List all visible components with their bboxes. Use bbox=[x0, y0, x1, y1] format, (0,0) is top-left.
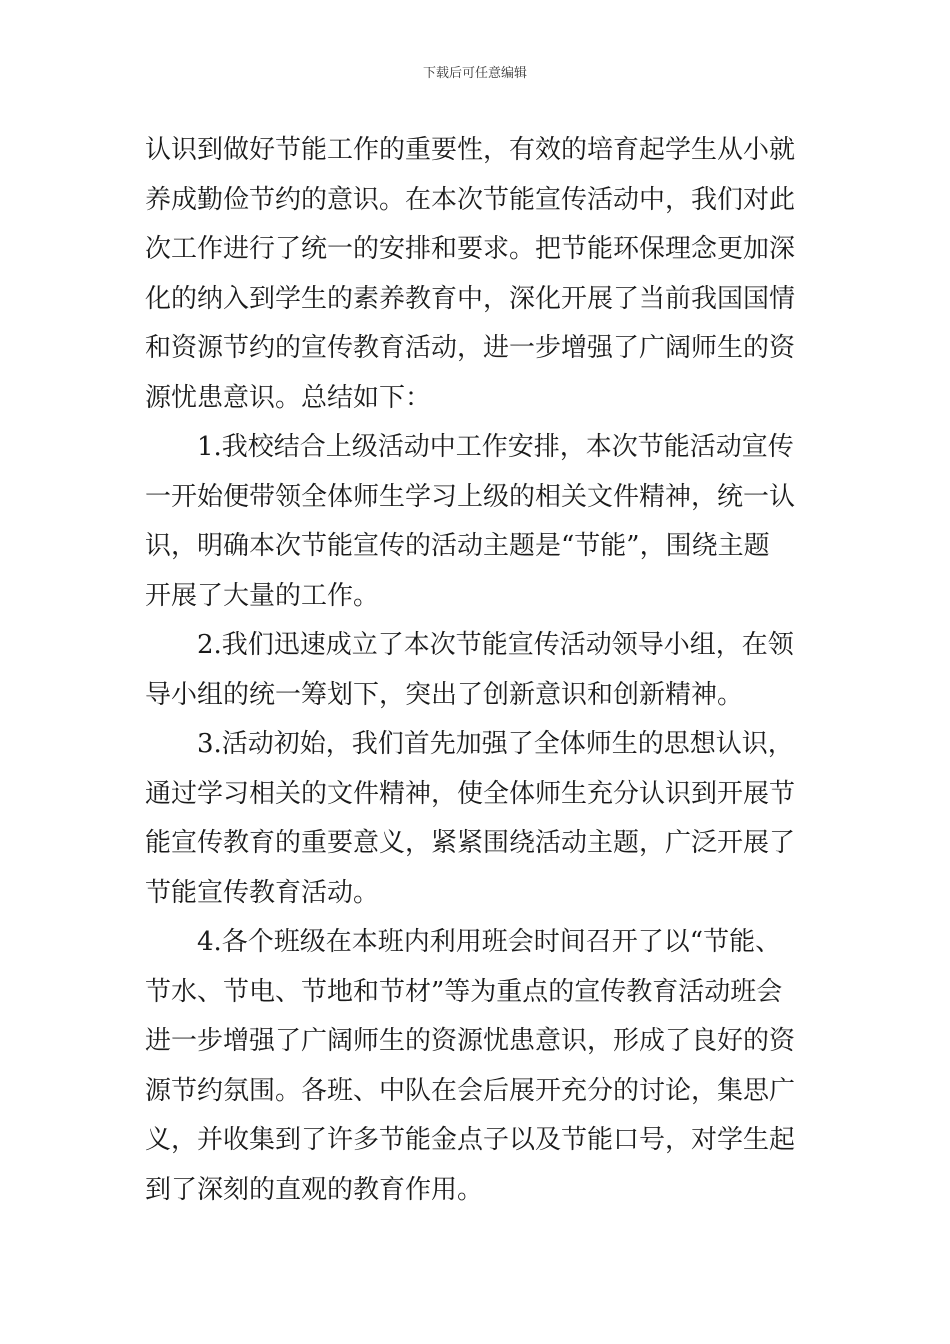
text-line: 4.各个班级在本班内利用班会时间召开了以“节能、 bbox=[197, 927, 782, 957]
text-line: 1.我校结合上级活动中工作安排，本次节能活动宣传 bbox=[197, 432, 794, 462]
text-line: 导小组的统一筹划下，突出了创新意识和创新精神。 bbox=[145, 679, 744, 710]
text-line: 源忧患意识。总结如下： bbox=[145, 382, 432, 413]
text-line: 义，并收集到了许多节能金点子以及节能口号，对学生起 bbox=[145, 1125, 796, 1155]
text-line: 能宣传教育的重要意义，紧紧围绕活动主题，广泛开展了 bbox=[145, 828, 796, 858]
text-line: 源节约氛围。各班、中队在会后展开充分的讨论，集思广 bbox=[145, 1075, 796, 1106]
text-line: 通过学习相关的文件精神，使全体师生充分认识到开展节 bbox=[145, 778, 796, 809]
text-line: 养成勤俭节约的意识。在本次节能宣传活动中，我们对此 bbox=[145, 184, 796, 215]
text-line: 节水、节电、节地和节材”等为重点的宣传教育活动班会 bbox=[145, 976, 783, 1007]
text-line: 次工作进行了统一的安排和要求。把节能环保理念更加深 bbox=[145, 234, 796, 264]
text-line: 到了深刻的直观的教育作用。 bbox=[145, 1174, 484, 1205]
text-line: 认识到做好节能工作的重要性，有效的培育起学生从小就 bbox=[145, 135, 796, 165]
document-body bbox=[145, 126, 809, 1215]
text-line: 化的纳入到学生的素养教育中，深化开展了当前我国国情 bbox=[145, 283, 796, 314]
text-line: 和资源节约的宣传教育活动，进一步增强了广阔师生的资 bbox=[145, 333, 796, 363]
text-line: 开展了大量的工作。 bbox=[145, 580, 380, 611]
text-line: 进一步增强了广阔师生的资源忧患意识，形成了良好的资 bbox=[145, 1026, 796, 1056]
text-line: 节能宣传教育活动。 bbox=[145, 877, 380, 908]
text-line: 3.活动初始，我们首先加强了全体师生的思想认识， bbox=[197, 729, 794, 759]
text-line: 一开始便带领全体师生学习上级的相关文件精神，统一认 bbox=[145, 481, 796, 512]
text-line: 识，明确本次节能宣传的活动主题是“节能”，围绕主题 bbox=[145, 531, 770, 561]
page-header: 下载后可任意编辑 bbox=[422, 66, 527, 81]
text-line: 2.我们迅速成立了本次节能宣传活动领导小组，在领 bbox=[197, 630, 794, 660]
